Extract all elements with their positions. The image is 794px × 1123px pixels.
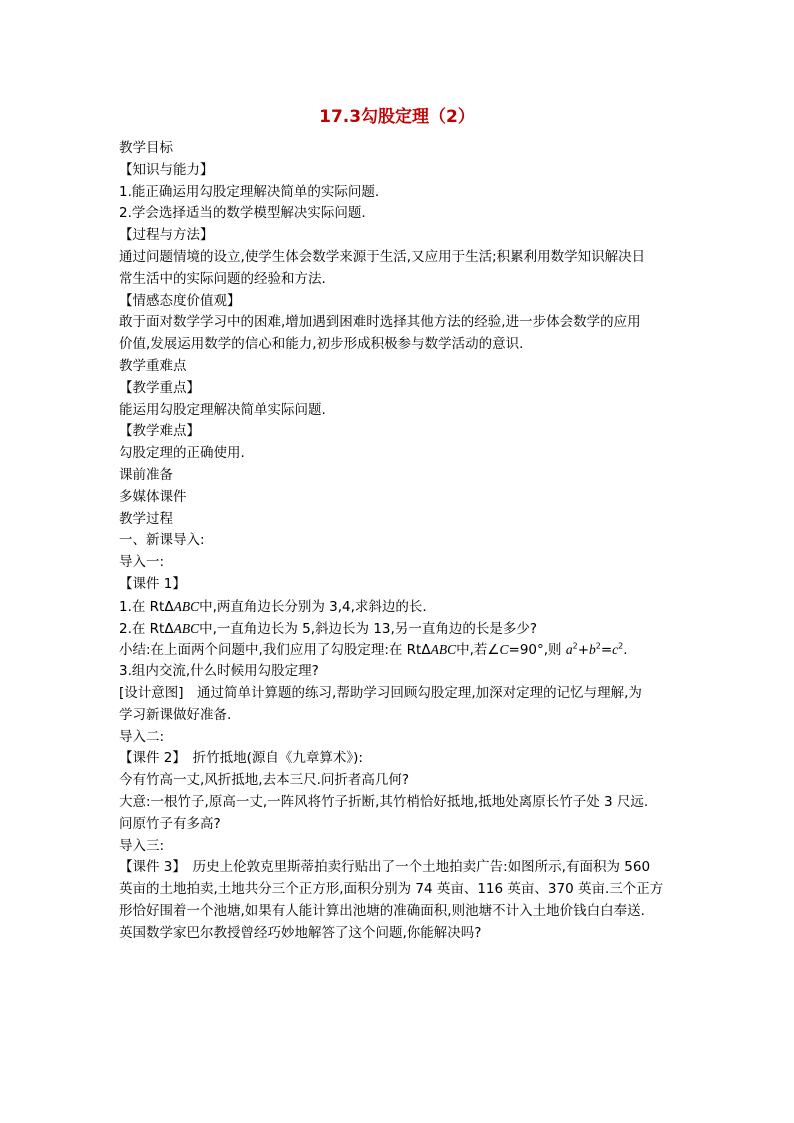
triangle-label: ABC (430, 642, 457, 658)
document-body (119, 138, 679, 944)
triangle-label: ABC (173, 598, 200, 614)
text-line: 导入三: (119, 837, 165, 854)
text-line: 多媒体课件 (119, 488, 187, 505)
text-line: 价值,发展运用数学的信心和能力,初步形成积极参与数学活动的意识. (119, 336, 524, 353)
summary-line (119, 639, 679, 661)
text-line: 敢于面对数学学习中的困难,增加遇到困难时选择其他方法的经验,进一步体会数学的应用 (119, 314, 641, 331)
question-2-prefix: 2.在 RtΔ (119, 620, 174, 637)
text-line: 导入一: (119, 554, 165, 571)
text-line: 1.能正确运用勾股定理解决简单的实际问题. (119, 183, 380, 200)
section-heading: 课前准备 (119, 466, 173, 483)
text-line: 勾股定理的正确使用. (119, 445, 245, 462)
section-heading: 教学重难点 (119, 357, 187, 374)
exponent: 2 (595, 641, 601, 651)
subsection-heading: 【过程与方法】 (119, 227, 214, 244)
subsection-heading: 【课件 2】 折竹抵地(源自《九章算术》): (119, 750, 363, 767)
text-line: [设计意图] 通过简单计算题的练习,帮助学习回顾勾股定理,加深对定理的记忆与理解,为 (119, 684, 642, 701)
triangle-label: ABC (173, 620, 200, 636)
text-line: 3.组内交流,什么时候用勾股定理? (119, 663, 319, 680)
text-line: 能运用勾股定理解决简单实际问题. (119, 401, 326, 418)
subsection-heading: 【情感态度价值观】 (119, 292, 241, 309)
summary-end: . (623, 642, 628, 659)
formula-c: c (612, 642, 619, 658)
page-title: 17.3勾股定理（2） (319, 107, 475, 127)
text-line: 问原竹子有多高? (119, 815, 221, 832)
subsection-heading: 【课件 1】 (119, 575, 186, 592)
question-1-suffix: 中,两直角边长分别为 3,4,求斜边的长. (199, 598, 427, 615)
angle-label: C (499, 642, 509, 658)
text-line: 2.学会选择适当的数学模型解决实际问题. (119, 205, 366, 222)
text-line: 英亩的土地拍卖,土地共分三个正方形,面积分别为 74 英亩、116 英亩、370 英亩.三个正方 (119, 881, 664, 898)
formula-plus: + (577, 642, 589, 659)
subsection-heading: 【课件 3】 历史上伦敦克里斯蒂拍卖行贴出了一个土地拍卖广告:如图所示,有面积为 560 (119, 859, 651, 876)
text-line: 大意:一根竹子,原高一丈,一阵风将竹子折断,其竹梢恰好抵地,抵地处离原长竹子处 3 尺远. (119, 793, 649, 810)
subsection-heading: 【教学难点】 (119, 423, 200, 440)
subsection-heading: 【知识与能力】 (119, 161, 214, 178)
subsection-heading: 【教学重点】 (119, 379, 200, 396)
question-2 (119, 618, 679, 640)
text-line: 学习新课做好准备. (119, 706, 232, 723)
question-1 (119, 596, 679, 618)
text-line: 形恰好围着一个池塘,如果有人能计算出池塘的准确面积,则池塘不计入土地价钱白白奉送. (119, 902, 645, 919)
formula-b: b (589, 642, 596, 658)
text-line: 英国数学家巴尔教授曾经巧妙地解答了这个问题,你能解决吗? (119, 924, 482, 941)
summary-prefix: 小结:在上面两个问题中,我们应用了勾股定理:在 RtΔ (119, 642, 431, 659)
summary-mid: 中,若∠ (456, 642, 500, 659)
section-heading: 教学过程 (119, 510, 173, 527)
section-heading: 教学目标 (119, 140, 173, 156)
question-1-prefix: 1.在 RtΔ (119, 598, 174, 615)
formula-a: a (565, 642, 573, 658)
text-line: 常生活中的实际问题的经验和方法. (119, 270, 326, 287)
text-line: 导入二: (119, 728, 165, 745)
text-line: 今有竹高一丈,风折抵地,去本三尺.问折者高几何? (119, 772, 410, 789)
text-line: 一、新课导入: (119, 532, 205, 549)
exponent: 2 (572, 641, 578, 651)
summary-angle: =90°,则 (508, 642, 566, 659)
question-2-suffix: 中,一直角边长为 5,斜边长为 13,另一直角边的长是多少? (199, 620, 537, 637)
text-line: 通过问题情境的设立,使学生体会数学来源于生活,又应用于生活;积累利用数学知识解决日 (119, 248, 646, 265)
formula-equals: = (600, 642, 613, 659)
exponent: 2 (618, 641, 624, 651)
